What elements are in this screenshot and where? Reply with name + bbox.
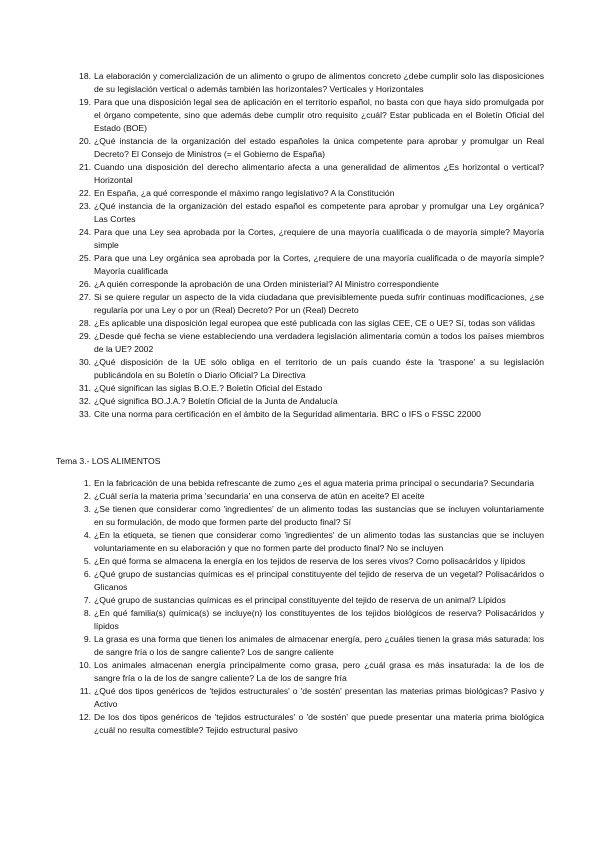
question-text: ¿Qué disposición de la UE sólo obliga en el territorio de un país cuando éste la 'traspone' a su legislación publicándola en su Boletín o Diario Oficial? La Directiva <box>94 357 544 380</box>
question-number: 5. <box>83 556 91 566</box>
question-item <box>79 408 544 421</box>
question-text: La elaboración y comercialización de un alimento o grupo de alimentos concreto ¿debe cumplir solo las disposiciones de su legislación vertical o además también las horizontales? Verticales y Horizontales <box>94 71 544 94</box>
question-text: ¿Qué dos tipos genéricos de 'tejidos estructurales' o 'de sostén' presentan las materias primas biológicas? Pasivo y Activo <box>94 686 544 709</box>
question-list-legislation <box>79 70 544 421</box>
question-number: 25. <box>79 253 91 263</box>
question-item <box>79 70 544 96</box>
question-text: ¿En qué forma se almacena la energía en los tejidos de reserva de los seres vivos? Como polisacáridos y lípidos <box>94 556 526 566</box>
question-text: En España, ¿a qué corresponde el máximo rango legislativo? A la Constitución <box>94 188 395 198</box>
question-item <box>82 594 544 607</box>
question-item <box>79 135 544 161</box>
question-item <box>79 187 544 200</box>
question-number: 9. <box>83 634 91 644</box>
question-number: 29. <box>79 331 91 341</box>
question-text: Los animales almacenan energía principalmente como grasa, pero ¿cuál grasa es más insaturada: la de los de sangre fría o la de los de sangre caliente? La de los de sangre fría <box>94 660 544 683</box>
question-item <box>79 226 544 252</box>
question-text: Para que una Ley sea aprobada por la Cortes, ¿requiere de una mayoría cualificada o de mayoría simple? Mayoría simple <box>94 227 544 250</box>
question-text: ¿Es aplicable una disposición legal europea que esté publicada con las siglas CEE, CE o UE? Sí, todas son válidas <box>94 318 535 328</box>
question-number: 19. <box>79 97 91 107</box>
question-item <box>79 382 544 395</box>
question-number: 30. <box>79 357 91 367</box>
question-number: 7. <box>83 595 91 605</box>
question-number: 1. <box>83 478 91 488</box>
question-text: En la fabricación de una bebida refrescante de zumo ¿es el agua materia prima principal o secundaria? Secundaria <box>94 478 534 488</box>
question-item <box>79 356 544 382</box>
question-text: De los dos tipos genéricos de 'tejidos estructurales' o 'de sostén' que puede presentar una materia prima biológica ¿cuál no resulta comestible? Tejido estructural pasivo <box>94 712 544 735</box>
question-text: Para que una Ley orgánica sea aprobada por la Cortes, ¿requiere de una mayoría cualificada o de mayoría simple? Mayoría cualificada <box>94 253 544 276</box>
question-text: Para que una disposición legal sea de aplicación en el territorio español, no basta con que haya sido promulgada por el órgano competente, sino que además debe cumplir otro requisito ¿cuál? Estar publicada en el Boletín Oficial del Estado (BOE) <box>94 97 544 133</box>
question-number: 31. <box>79 383 91 393</box>
question-text: ¿Cuál sería la materia prima 'secundaria' en una conserva de atún en aceite? El aceite <box>94 491 425 501</box>
question-text: ¿Qué instancia de la organización del estado españoles la única competente para aprobar y promulgar un Real Decreto? El Consejo de Ministros (= el Gobierno de España) <box>94 136 544 159</box>
question-text: ¿Desde qué fecha se viene estableciendo una verdadera legislación alimentaria común a todos los países miembros de la UE? 2002 <box>94 331 544 354</box>
question-number: 20. <box>79 136 91 146</box>
question-number: 18. <box>79 71 91 81</box>
question-number: 10. <box>79 660 91 670</box>
question-item <box>82 555 544 568</box>
question-number: 21. <box>79 162 91 172</box>
question-number: 24. <box>79 227 91 237</box>
section-title: Tema 3.- LOS ALIMENTOS <box>56 456 161 466</box>
question-item <box>82 529 544 555</box>
question-item <box>79 659 544 685</box>
question-number: 22. <box>79 188 91 198</box>
question-number: 4. <box>83 530 91 540</box>
question-number: 3. <box>83 504 91 514</box>
question-text: ¿En qué familia(s) química(s) se incluye(n) los constituyentes de los tejidos biológicos de reserva? Polisacáridos y lípidos <box>94 608 544 631</box>
question-item <box>79 317 544 330</box>
question-number: 33. <box>79 409 91 419</box>
question-text: ¿Qué grupo de sustancias químicas es el principal constituyente del tejido de reserva de un animal? Lípidos <box>94 595 506 605</box>
question-item <box>79 711 544 737</box>
question-text: ¿Se tienen que considerar como 'ingredientes' de un alimento todas las sustancias que se incluyen voluntariamente en su formulación, de modo que formen parte del producto final? Sí <box>94 504 544 527</box>
question-number: 27. <box>79 292 91 302</box>
question-text: ¿Qué significan las siglas B.O.E.? Boletín Oficial del Estado <box>94 383 323 393</box>
question-number: 6. <box>83 569 91 579</box>
question-item <box>82 633 544 659</box>
question-item <box>79 685 544 711</box>
question-number: 32. <box>79 396 91 406</box>
question-text: ¿Qué significa BO.J.A.? Boletín Oficial de la Junta de Andalucía <box>94 396 338 406</box>
question-text: ¿Qué grupo de sustancias químicas es el principal constituyente del tejido de reserva de un vegetal? Polisacáridos o Glicanos <box>94 569 544 592</box>
question-item <box>79 330 544 356</box>
question-item <box>79 200 544 226</box>
question-item <box>79 278 544 291</box>
question-number: 28. <box>79 318 91 328</box>
question-text: ¿En la etiqueta, se tienen que considerar como 'ingredientes' de un alimento todas las sustancias que se incluyen voluntariamente en su elaboración y que no formen parte del producto final? No se incluyen <box>94 530 544 553</box>
question-number: 2. <box>83 491 91 501</box>
question-number: 23. <box>79 201 91 211</box>
question-item <box>79 395 544 408</box>
question-number: 11. <box>79 686 91 696</box>
question-text: La grasa es una forma que tienen los animales de almacenar energía, pero ¿cuáles tienen la grasa más saturada: los de sangre fría o los de sangre caliente? Los de sangre caliente <box>94 634 544 657</box>
question-item <box>79 161 544 187</box>
question-text: ¿Qué instancia de la organización del estado español es competente para aprobar y promulgar una Ley orgánica? Las Cortes <box>94 201 544 224</box>
question-list-alimentos <box>79 477 544 737</box>
question-item <box>79 291 544 317</box>
question-number: 8. <box>83 608 91 618</box>
question-item <box>82 477 544 490</box>
question-number: 26. <box>79 279 91 289</box>
question-text: ¿A quién corresponde la aprobación de una Orden ministerial? Al Ministro correspondiente <box>94 279 439 289</box>
question-item <box>82 607 544 633</box>
question-text: Si se quiere regular un aspecto de la vida ciudadana que previsiblemente pueda sufrir continuas modificaciones, ¿se regularía por una Ley o por un (Real) Decreto? Por un (Real) Decreto <box>94 292 544 315</box>
question-item <box>82 503 544 529</box>
question-text: Cite una norma para certificación en el ámbito de la Seguridad alimentaria. BRC o IFS o FSSC 22000 <box>94 409 481 419</box>
question-text: Cuando una disposición del derecho alimentario afecta a una generalidad de alimentos ¿Es horizontal o vertical? Horizontal <box>94 162 544 185</box>
question-item <box>79 252 544 278</box>
question-number: 12. <box>79 712 91 722</box>
question-item <box>79 96 544 135</box>
question-item <box>82 490 544 503</box>
question-item <box>82 568 544 594</box>
